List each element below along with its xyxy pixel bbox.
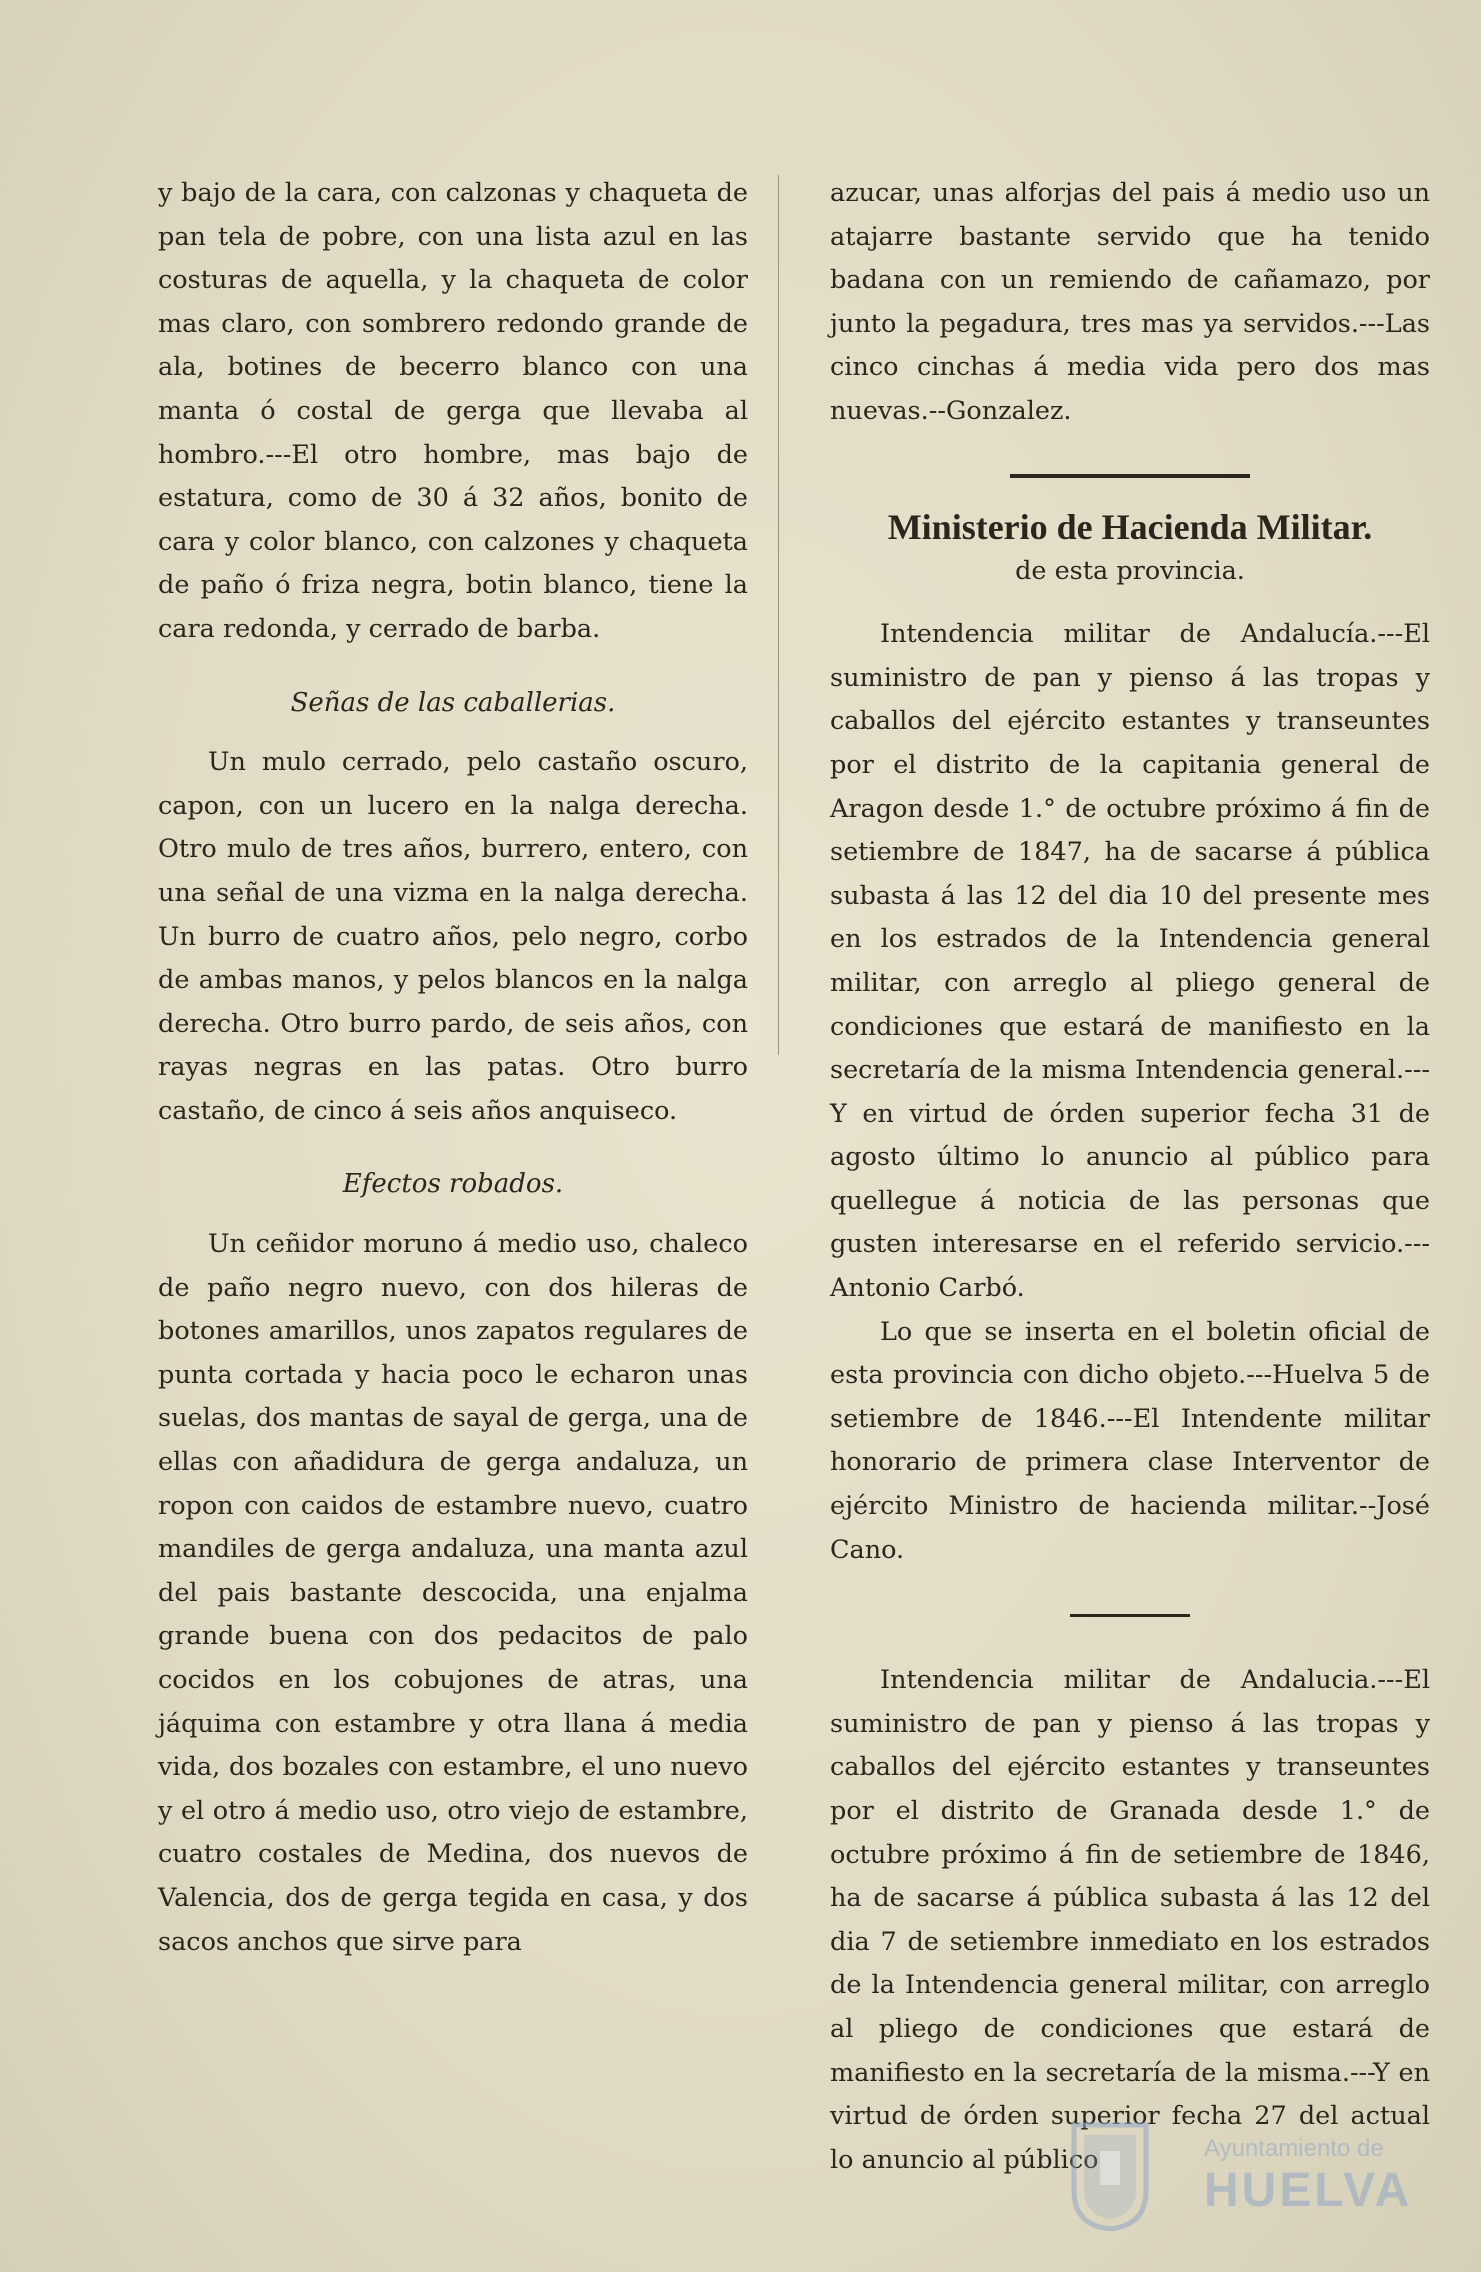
section-title: Ministerio de Hacienda Militar. xyxy=(887,506,1373,547)
watermark xyxy=(1070,2115,1413,2245)
right-paragraph-4: Intendencia militar de Andalucia.---El suministro de pan y pienso á las tropas y caballos del ejército estantes y transeuntes por el distrito de Granada desde 1.° de octubre próximo á fin de setiembre de 1846, ha de sacarse á pública subasta á las 12 del dia 7 de setiembre inmediato en los estrados de la Intendencia general militar, con arreglo al pliego de condiciones que estará de manifiesto en la secretaría de la misma.---Y en virtud de órden superior fecha 27 del actual lo anuncio al público xyxy=(830,1665,1430,2175)
right-paragraph-2: Intendencia militar de Andalucía.---El suministro de pan y pienso á las tropas y caballos del ejército estantes y transeuntes por el distrito de la capitania general de Aragon desde 1.° de octubre próximo á fin de setiembre de 1847, ha de sacarse á pública subasta á las 12 del dia 10 del presente mes en los estrados de la Intendencia general militar, con arreglo al pliego general de condiciones que estará de manifiesto en la secretaría de la misma Intendencia general.---Y en virtud de órden superior fecha 31 de agosto último lo anuncio al público para quellegue á noticia de las personas que gusten interesarse en el referido servicio.---Antonio Carbó. xyxy=(830,619,1430,1304)
left-paragraph-3: Un ceñidor moruno á medio uso, chaleco de paño negro nuevo, con dos hileras de botones amarillos, unos zapatos regulares de punta cortada y hacia poco le echaron unas suelas, dos mantas de sayal de gerga, una de ellas con añadidura de gerga andaluza, un ropon con caidos de estambre nuevo, cuatro mandiles de gerga andaluza, una manta azul del pais bastante descocida, una enjalma grande buena con dos pedacitos de palo cocidos en los cobujones de atras, una jáquima con estambre y otra llana á media vida, dos bozales con estambre, el uno nuevo y el otro á medio uso, otro viejo de estambre, cuatro costales de Medina, dos nuevos de Valencia, dos de gerga tegida en casa, y dos sacos anchos que sirve para xyxy=(158,1229,748,1957)
left-paragraph-1: y bajo de la cara, con calzonas y chaqueta de pan tela de pobre, con una lista azul en las costuras de aquella, y la chaqueta de color mas claro, con sombrero redondo grande de ala, botines de becerro blanco con una manta ó costal de gerga que llevaba al hombro.---El otro hombre, mas bajo de estatura, como de 30 á 32 años, bonito de cara y color blanco, con calzones y chaqueta de paño ó friza negra, botin blanco, tiene la cara redonda, y cerrado de barba. xyxy=(158,178,748,644)
right-column xyxy=(830,172,1430,2182)
left-column xyxy=(158,172,748,1964)
watermark-top-text: Ayuntamiento de xyxy=(1204,2135,1384,2162)
right-paragraph-3: Lo que se inserta en el boletin oficial de esta provincia con dicho objeto.---Huelva 5 de setiembre de 1846.---El Intendente militar honorario de primera clase Interventor de ejército Ministro de hacienda militar.--José Cano. xyxy=(830,1316,1430,1565)
column-divider xyxy=(778,175,779,1055)
section-subtitle: de esta provincia. xyxy=(1015,555,1245,586)
city-seal-icon xyxy=(1070,2121,1150,2231)
left-paragraph-2: Un mulo cerrado, pelo castaño oscuro, capon, con un lucero en la nalga derecha. Otro mulo de tres años, burrero, entero, con una señal de una vizma en la nalga derecha. Un burro de cuatro años, pelo negro, corbo de ambas manos, y pelos blancos en la nalga derecha. Otro burro pardo, de seis años, con rayas negras en las patas. Otro burro castaño, de cinco á seis años anquiseco. xyxy=(158,747,748,1126)
right-paragraph-1: azucar, unas alforjas del pais á medio uso un atajarre bastante servido que ha tenido badana con un remiendo de cañamazo, por junto la pegadura, tres mas ya servidos.---Las cinco cinchas á media vida pero dos mas nuevas.--Gonzalez. xyxy=(830,178,1430,426)
subhead-efectos: Efectos robados. xyxy=(342,1169,564,1200)
short-separator xyxy=(1070,1614,1190,1617)
section-separator xyxy=(1010,474,1250,478)
subhead-senas: Señas de las caballerias. xyxy=(290,687,616,718)
watermark-main-text: HUELVA xyxy=(1204,2164,1413,2217)
